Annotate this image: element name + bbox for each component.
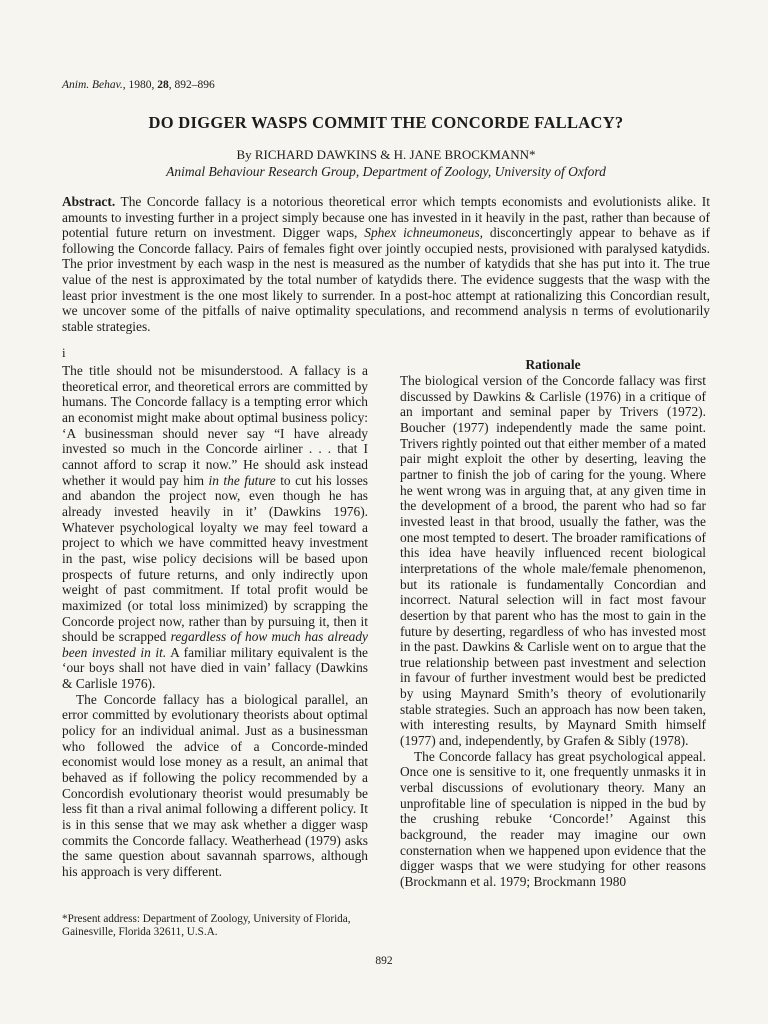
left-p1-text-c: A familiar military equivalent is the ‘our boys shall not have died in vain’ fallacy (Dawkins & Carlisle 1976). — [62, 644, 368, 692]
article-affiliation: Animal Behaviour Research Group, Department of Zoology, University of Oxford — [166, 164, 606, 179]
article-authors: By RICHARD DAWKINS & H. JANE BROCKMANN* — [236, 147, 536, 162]
abstract-label: Abstract. — [62, 194, 116, 209]
journal-pages: , 892–896 — [168, 79, 215, 91]
abstract-text-1: The Concorde fallacy is a notorious theoretical error which tempts economists and evolutionists alike. It amounts to investing further in a project simply because one has invested in it heavily in the past, rather than because of potential future return on investment. Digger waps, — [62, 194, 710, 241]
left-p1-text-b: to cut his losses and abandon the project now, even though he has already invested heavily in it’ (Dawkins 1976). Whatever psychological loyalty we may feel toward a project to which we have committed heavy investment in the past, wise policy decisions will be based upon prospects of future returns, and only indirectly upon weight of past commitment. If total profit would be maximized (or total loss minimized) by scrapping the Concorde project now, rather than by pursuing it, then it should be scrapped — [62, 472, 368, 645]
journal-year: , 1980, — [122, 79, 158, 91]
stray-mark: i — [62, 345, 66, 360]
journal-volume: 28 — [157, 79, 169, 91]
footnote: *Present address: Department of Zoology, University of Florida, Gainesville, Florida 32611, U.S.A. — [62, 913, 351, 938]
right-column — [400, 357, 706, 890]
journal-citation — [62, 78, 215, 92]
abstract — [62, 194, 710, 334]
left-paragraph-1 — [62, 363, 368, 692]
journal-name: Anim. Behav. — [62, 79, 123, 91]
left-column — [62, 363, 368, 880]
page-number: 892 — [375, 955, 393, 967]
section-heading-rationale: Rationale — [525, 357, 581, 372]
right-paragraph-2: The Concorde fallacy has great psychological appeal. Once one is sensitive to it, one frequently unmasks it in verbal discussions of evolutionary theory. Many an unprofitable line of speculation is nipped in the bud by the crushing rebuke ‘Concorde!’ Against this background, the reader may imagine our own consternation when we happened upon evidence that the digger wasps that we were studying for other reasons (Brockmann et al. 1979; Brockmann 1980 — [400, 748, 706, 889]
left-p1-emphasis-2: regardless of how much has already been invested in it. — [62, 629, 368, 660]
left-p1-emphasis-1: in the future — [208, 472, 276, 488]
right-paragraph-1: The biological version of the Concorde fallacy was first discussed by Dawkins & Carlisle (1976) in a critique of an important and seminal paper by Trivers (1972). Boucher (1977) independently made the same point. Trivers rightly pointed out that either member of a mated pair might exploit the other by deserting, leaving the partner to finish the job of caring for the young. Where he went wrong was in arguing that, at any given time in the development of a brood, the parent who had so far invested least in that brood, usually the father, was the one most tempted to desert. The broader ramifications of this idea have heavily influenced recent biological interpretations of the whole male/female phenomenon, but its rationale is fundamentally Concordian and incorrect. Natural selection will in fact most favour desertion by that parent who has the most to gain in the future by deserting, regardless of who has invested most in the past. Dawkins & Carlisle went on to argue that the true relationship between past investment and selection in favour of further investment would best be predicted by using Maynard Smith’s theory of evolutionarily stable strategies. Such an approach has now been taken, with interesting results, by Maynard Smith himself (1977) and, independently, by Grafen & Sibly (1978). — [400, 373, 706, 749]
abstract-species: Sphex ichneumoneus, — [364, 225, 484, 241]
left-p1-text-a: The title should not be misunderstood. A fallacy is a theoretical error, and theoretical errors are committed by humans. The Concorde fallacy is a tempting error which an economist might make about optimal business policy: ‘A businessman should never say “I have already invested so much in the Concorde airliner . . . that I cannot afford to scrap it now.” He should ask instead whether it would pay him — [62, 363, 368, 488]
article-title: DO DIGGER WASPS COMMIT THE CONCORDE FALLACY? — [148, 113, 624, 132]
left-paragraph-2: The Concorde fallacy has a biological parallel, an error committed by evolutionary theorists about optimal policy for an individual animal. Just as a businessman who followed the advice of a Concorde-minded economist would lose money as a result, an animal that behaved as if following the policy recommended by a Concordish evolutionary theorist would presumably be less fit than a rival animal following a different policy. It is in this sense that we may ask whether a digger wasp commits the Concorde fallacy. Weatherhead (1979) asks the same question about savannah sparrows, although his approach is very different. — [62, 691, 368, 879]
abstract-text-2: disconcertingly appear to behave as if following the Concorde fallacy. Pairs of females fight over jointly occupied nests, provisioned with paralysed katydids. The prior investment by each wasp in the nest is measured as the number of katydids that she has put into it. The true value of the nest is approximated by the total number of katydids there. The evidence suggests that the wasp with the least prior investment is the one most likely to surrender. In a post-hoc attempt at rationalizing this Concordian result, we uncover some of the pitfalls of naive optimality speculations, and recommend analysis n terms of evolutionarily stable strategies. — [62, 225, 710, 334]
